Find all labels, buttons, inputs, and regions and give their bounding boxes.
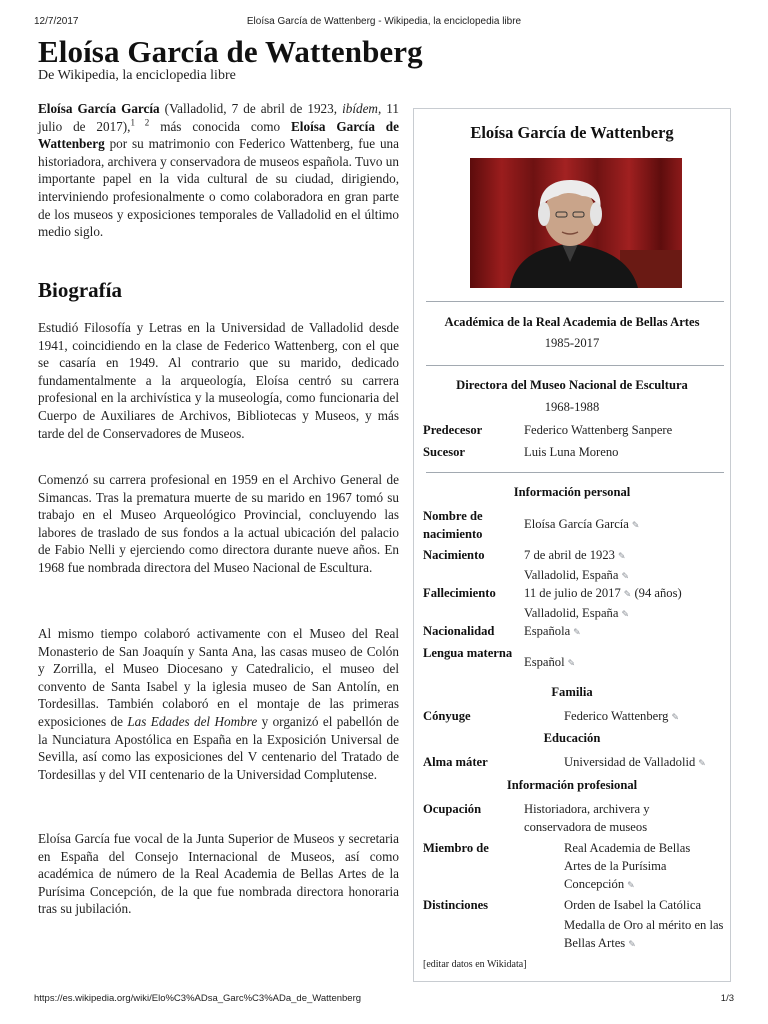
- edit-pencil-icon[interactable]: ✎: [628, 940, 636, 950]
- nationality-label: Nacionalidad: [423, 624, 495, 638]
- member-of-label: Miembro de: [423, 841, 489, 855]
- portrait-illustration: [470, 158, 682, 288]
- page-title: Eloísa García de Wattenberg: [38, 34, 423, 69]
- death-value: [524, 584, 682, 624]
- edit-pencil-icon[interactable]: ✎: [627, 881, 635, 891]
- bio-paragraph-1-text: Estudió Filosofía y Letras en la Universidad de Valladolid desde 1941, coincidiendo en la clase de Federico Wattenberg, con el que se casaría en 1949. Al contrario que su marido, dedicado fundamentalmente a la arqueología, Eloísa centró su carrera profesional en la archivística y la museología, como funcionaria del Cuerpo de Auxiliares de Archivos, Bibliotecas y Museos, y más tarde del de Conservadores de Museos.: [38, 320, 399, 441]
- infobox-divider: [426, 365, 724, 366]
- edit-pencil-icon[interactable]: ✎: [671, 713, 680, 723]
- successor-label: Sucesor: [423, 445, 465, 459]
- print-url: https://es.wikipedia.org/wiki/Elo%C3%ADsa_Garc%C3%ADa_de_Wattenberg: [34, 993, 362, 1004]
- edit-pencil-icon[interactable]: ✎: [621, 610, 629, 620]
- intro-name: Eloísa García García: [38, 101, 160, 116]
- death-date[interactable]: 11 de julio de 2017: [524, 586, 621, 600]
- bio-paragraph-4: [38, 830, 399, 918]
- birth-name-value: [524, 515, 639, 535]
- role2-years: 1968-1988: [544, 400, 600, 414]
- print-page-number: 1/3: [720, 993, 734, 1004]
- print-date: 12/7/2017: [34, 16, 79, 27]
- awards-label: Distinciones: [423, 898, 489, 912]
- bio-paragraph-1: [38, 319, 399, 442]
- personal-info-heading: Información personal: [513, 485, 631, 499]
- birth-label: Nacimiento: [423, 548, 485, 562]
- alma-mater-label: Alma máter: [423, 755, 488, 769]
- alma-mater-value: [564, 753, 706, 773]
- spouse-label: Cónyuge: [423, 709, 471, 723]
- role1-heading[interactable]: Académica de la Real Academia de Bellas Artes: [444, 315, 700, 329]
- education-heading: Educación: [543, 731, 601, 745]
- member-of-value: [564, 839, 714, 895]
- death-place[interactable]: Valladolid, España: [524, 606, 619, 620]
- infobox: [413, 108, 731, 982]
- edit-pencil-icon[interactable]: ✎: [567, 659, 576, 669]
- intro-paragraph: [38, 100, 399, 241]
- birth-name-label: Nombre de nacimiento: [423, 509, 483, 541]
- award-item-2[interactable]: Medalla de Oro al mérito en las Bellas Artes: [564, 918, 724, 950]
- print-footer: [34, 993, 734, 1007]
- edit-pencil-icon[interactable]: ✎: [631, 521, 640, 531]
- intro-text-1: (Valladolid, 7 de abril de 1923,: [159, 101, 343, 116]
- edit-pencil-icon[interactable]: ✎: [698, 759, 706, 769]
- bio-paragraph-2-text: Comenzó su carrera profesional en 1959 en el Archivo General de Simancas. Tras la prematura muerte de su marido en 1967 tomó su trabajo en el Museo Arqueológico Provincial, concluyendo las labores de traslado de sus fondos a la actual ubicación del palacio de Fabio Nelli y ejerciendo como directora durante nueve años. En 1968 fue nombrada directora del Museo Nacional de Escultura.: [38, 472, 399, 575]
- family-heading: Familia: [551, 685, 593, 699]
- section-heading-biografia: Biografía: [38, 278, 122, 302]
- death-age: (94 años): [634, 586, 682, 600]
- occupation-value[interactable]: Historiadora, archivera y conservadora de museos: [524, 802, 650, 834]
- role1-years: 1985-2017: [544, 336, 600, 350]
- page-subtitle: De Wikipedia, la enciclopedia libre: [38, 68, 236, 83]
- intro-known-as: Eloísa García de Wattenberg: [38, 118, 399, 152]
- birth-name-text: Eloísa García García: [524, 517, 629, 531]
- edit-pencil-icon[interactable]: ✎: [623, 590, 632, 600]
- death-label: Fallecimiento: [423, 586, 496, 600]
- bio-paragraph-3-text-b: y organizó el pabellón de la Nunciatura Apostólica en España en la Exposición Universal de Sevilla, así como las exposiciones del V centenario del Tratado de Tordesillas y del VII centenario de la Universidad Complutense.: [38, 713, 399, 782]
- ibidem-link[interactable]: ibídem: [342, 101, 378, 116]
- infobox-divider: [426, 472, 724, 473]
- predecessor-value[interactable]: Federico Wattenberg Sanpere: [524, 423, 673, 437]
- nationality-text[interactable]: Española: [524, 624, 571, 638]
- print-page-title: Eloísa García de Wattenberg - Wikipedia, la enciclopedia libre: [246, 16, 522, 27]
- occupation-label: Ocupación: [423, 802, 482, 816]
- birth-place[interactable]: Valladolid, España: [524, 568, 619, 582]
- spouse-text[interactable]: Federico Wattenberg: [564, 709, 669, 723]
- member-of-text[interactable]: Real Academia de Bellas Artes de la Purísima Concepción: [564, 841, 691, 891]
- infobox-title: Eloísa García de Wattenberg: [470, 123, 674, 142]
- nationality-value: [524, 622, 581, 642]
- birth-date[interactable]: 7 de abril de 1923: [524, 548, 615, 562]
- spouse-value: [564, 707, 679, 727]
- edit-pencil-icon[interactable]: ✎: [573, 628, 581, 638]
- edit-pencil-icon[interactable]: ✎: [621, 572, 629, 582]
- bio-paragraph-4-text: Eloísa García fue vocal de la Junta Superior de Museos y secretaria en España del Consejo Internacional de Museos, así como académica de número de la Real Academia de Bellas Artes de la Purísima Concepción, de la que fue nombrada directora honoraria tras su jubilación.: [38, 831, 399, 917]
- successor-value[interactable]: Luis Luna Moreno: [524, 445, 619, 459]
- award-item-1[interactable]: Orden de Isabel la Católica: [564, 898, 702, 912]
- predecessor-label: Predecesor: [423, 423, 483, 437]
- intro-text-2: , 11 julio de 2017),: [38, 101, 399, 134]
- intro-text-3: más conocida como: [149, 118, 292, 134]
- bio-paragraph-2: [38, 471, 399, 577]
- infobox-divider: [426, 301, 724, 302]
- edades-del-hombre-link[interactable]: Las Edades del Hombre: [127, 713, 258, 729]
- professional-info-heading: Información profesional: [506, 778, 638, 792]
- edit-wikidata-link[interactable]: [editar datos en Wikidata]: [423, 959, 527, 970]
- birth-value: [524, 546, 629, 586]
- print-header: [34, 16, 734, 30]
- bio-paragraph-3-text-a: Al mismo tiempo colaboró activamente con el Museo del Real Monasterio de San Joaquín y Santa Ana, las casas museo de Colón y Zorrilla, el Museo Diocesano y Catedralicio, el museo del convento de Santa Isabel y la iglesia museo de San Antolín, en Tordesillas. También colaboró en el montaje de las primeras exposiciones de: [38, 626, 399, 729]
- mother-tongue-text[interactable]: Español: [524, 655, 565, 669]
- mother-tongue-value: [524, 653, 575, 673]
- intro-text-4: por su matrimonio con Federico Wattenberg, fue una historiadora, archivera y conservadora de museos española. Tuvo un importante papel en la vida cultural de su ciudad, dirigiendo, interviniendo profesionalmente o como colaboradora en gran parte de los museos y exposiciones temporales de Valladolid en el último medio siglo.: [38, 136, 399, 240]
- edit-pencil-icon[interactable]: ✎: [617, 552, 626, 562]
- alma-mater-text[interactable]: Universidad de Valladolid: [564, 755, 696, 769]
- awards-value: [564, 896, 726, 954]
- mother-tongue-label: Lengua materna: [423, 646, 513, 660]
- reference-links[interactable]: 1 2: [130, 117, 150, 128]
- portrait-photo[interactable]: [470, 158, 682, 288]
- bio-paragraph-3: [38, 625, 399, 783]
- role2-heading[interactable]: Directora del Museo Nacional de Escultura: [456, 378, 688, 392]
